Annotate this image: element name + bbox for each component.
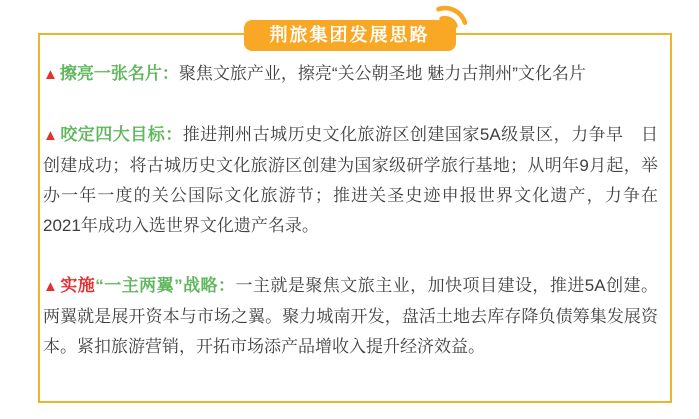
paragraph-heading: “一主两翼”战略： <box>95 276 236 295</box>
content-card <box>38 33 672 403</box>
triangle-marker: ▲ <box>43 66 58 83</box>
triangle-marker: ▲ <box>43 127 59 144</box>
paragraph-body: 推进荆州古城历史文化旅游区创建国家5A级景区，力争早 日创建成功；将古城历史文化旅游区创建为国家级研学旅行基地；从明年9月起，举办一年一度的关公国际文化旅游节；推进关圣史迹申报世界文化遗产，力争在2021年成功入选世界文化遗产名录。 <box>43 125 658 235</box>
paragraph-heading-red: 实施 <box>60 276 96 295</box>
paragraph-body: 聚焦文旅产业，擦亮“关公朝圣地 魅力古荆州”文化名片 <box>178 64 586 83</box>
paragraph-business-card <box>43 59 658 90</box>
paragraph-heading: 咬定四大目标： <box>60 125 183 144</box>
signal-waves-icon <box>431 0 473 35</box>
paragraph-four-goals <box>43 120 658 241</box>
paragraph-heading: 擦亮一张名片： <box>59 64 179 83</box>
triangle-marker: ▲ <box>43 278 59 295</box>
paragraph-body: 一主就是聚焦文旅主业，加快项目建设，推进5A创建。两翼就是展开资本与市场之翼。聚力城南开发，盘活土地去库存降负债筹集发展资本。紧扣旅游营销，开拓市场添产品增收入提升经济效益。 <box>43 276 659 356</box>
page-title: 荆旅集团发展思路 <box>269 25 430 45</box>
title-badge <box>244 20 456 51</box>
paragraph-strategy <box>43 271 658 362</box>
